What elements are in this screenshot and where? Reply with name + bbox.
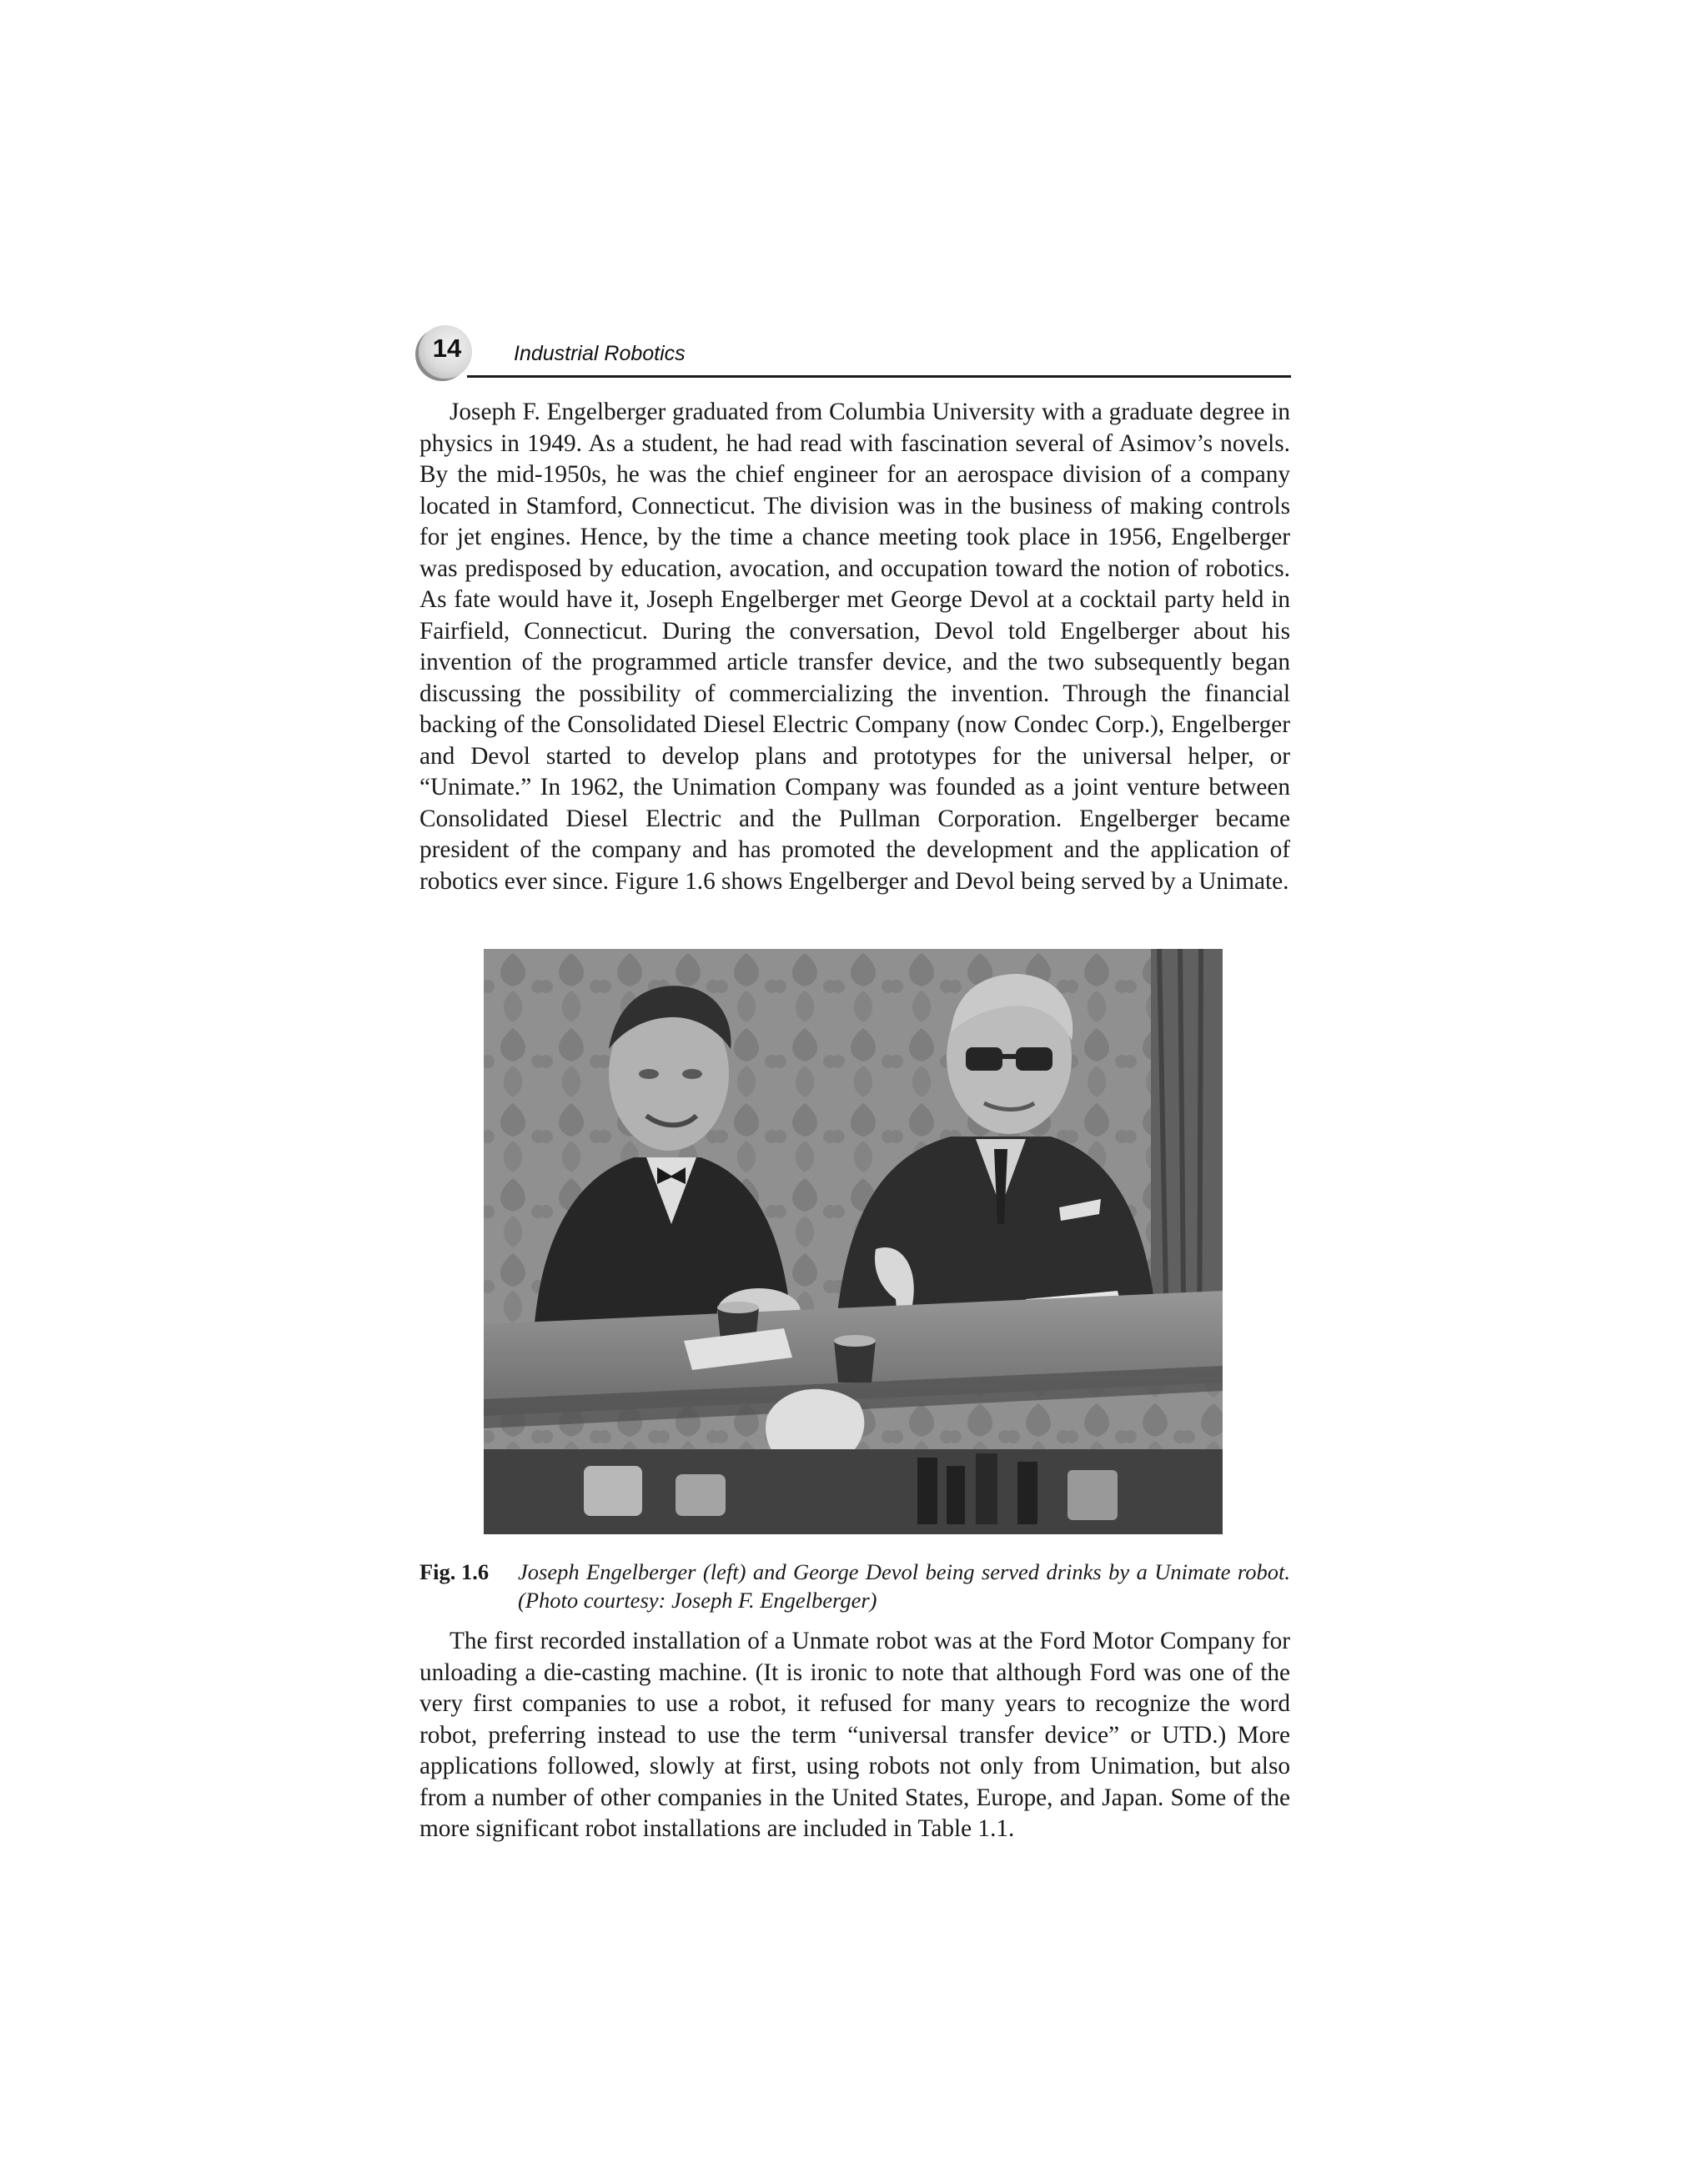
running-title: Industrial Robotics (514, 342, 686, 365)
header-rule (467, 375, 1291, 378)
figure-caption-text: Joseph Engelberger (left) and George Devol being served drinks by a Unimate robot. (Photo courtesy: Joseph F. Engelberger) (518, 1559, 1290, 1613)
page-number: 14 (432, 334, 462, 363)
figure-photo (484, 949, 1223, 1534)
body-paragraph-2: The first recorded installation of a Unmate robot was at the Ford Motor Company for unloading a die-casting machine. (It is ironic to note that although Ford was one of the very first companies to use a robot, it refused for many years to recognize the word robot, preferring instead to use the term “universal transfer device” or UTD.) More applications followed, slowly at first, using robots not only from Unimation, but also from a number of other companies in the United States, Europe, and Japan. Some of the more significant robot installations are included in Table 1.1. (419, 1628, 1290, 1842)
running-header (417, 324, 1293, 379)
body-paragraph-1: Joseph F. Engelberger graduated from Columbia University with a graduate degree in physics in 1949. As a student, he had read with fascination several of Asimov’s novels. By the mid-1950s, he was the chief engineer for an aerospace division of a company located in Stamford, Connecticut. The division was in the business of making controls for jet engines. Hence, by the time a chance meeting took place in 1956, Engelberger was predisposed by education, avocation, and occupation toward the notion of robotics. As fate would have it, Joseph Engelberger met George Devol at a cocktail party held in Fairfield, Connecticut. During the conversation, Devol told Engelberger about his invention of the programmed article transfer device, and the two subsequently began discussing the possibility of commercializing the invention. Through the financial backing of the Consolidated Diesel Electric Company (now Condec Corp.), Engelberger and Devol started to develop plans and prototypes for the universal helper, or “Unimate.” In 1962, the Unimation Company was founded as a joint venture between Consolidated Diesel Electric and the Pullman Corporation. Engelberger became president of the company and has promoted the development and the application of robotics ever since. Figure 1.6 shows Engelberger and Devol being served by a Unimate. (419, 399, 1290, 895)
figure-label: Fig. 1.6 (419, 1559, 490, 1584)
